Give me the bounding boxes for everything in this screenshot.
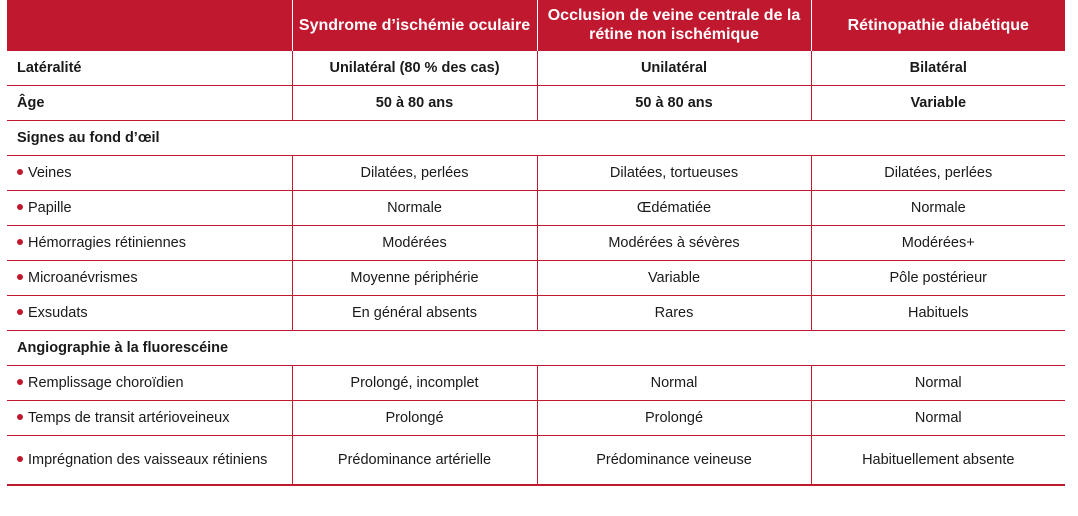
section-row-fluorescein-angiography: [7, 331, 1065, 366]
table-cell: Bilatéral: [811, 51, 1065, 86]
comparison-table: [7, 0, 1065, 486]
table-cell: Habituels: [811, 296, 1065, 331]
row-label-cell: [7, 401, 292, 436]
table-cell: Habituellement absente: [811, 436, 1065, 486]
table-header: [7, 0, 1065, 51]
table-cell: Variable: [537, 261, 811, 296]
bullet-icon: [17, 169, 23, 175]
comparison-table-wrapper: [7, 0, 1065, 486]
row-label: Papille: [28, 200, 72, 216]
header-ocular-ischemic-syndrome: Syndrome d’ischémie oculaire: [292, 0, 537, 51]
section-row-fundus-signs: [7, 121, 1065, 156]
row-label-cell: [7, 366, 292, 401]
table-cell: Normal: [537, 366, 811, 401]
table-cell: Prédominance artérielle: [292, 436, 537, 486]
row-label-cell: [7, 296, 292, 331]
table-cell: 50 à 80 ans: [537, 86, 811, 121]
bulleted-label: [17, 451, 284, 469]
row-label: Exsudats: [28, 305, 88, 321]
table-cell: Modérées: [292, 226, 537, 261]
row-label-cell: [7, 436, 292, 486]
bullet-icon: [17, 456, 23, 462]
bullet-icon: [17, 274, 23, 280]
header-empty-cell: [7, 0, 292, 51]
row-label-cell: [7, 261, 292, 296]
table-cell: Pôle postérieur: [811, 261, 1065, 296]
table-cell: Normale: [811, 191, 1065, 226]
table-cell: Œdématiée: [537, 191, 811, 226]
table-cell: Unilatéral (80 % des cas): [292, 51, 537, 86]
row-label: Microanévrismes: [28, 270, 138, 286]
table-row-age: [7, 86, 1065, 121]
table-row-retinal-vessel-staining: [7, 436, 1065, 486]
row-label: Imprégnation des vaisseaux rétiniens: [28, 452, 268, 468]
table-cell: Normal: [811, 401, 1065, 436]
section-heading: Signes au fond d’œil: [7, 121, 1065, 156]
table-cell: Normale: [292, 191, 537, 226]
row-label: Hémorragies rétiniennes: [28, 235, 186, 251]
table-cell: Normal: [811, 366, 1065, 401]
table-row-choroidal-filling: [7, 366, 1065, 401]
row-label: Âge: [7, 86, 292, 121]
header-diabetic-retinopathy: Rétinopathie diabétique: [811, 0, 1065, 51]
row-label: Latéralité: [7, 51, 292, 86]
table-cell: Prolongé: [292, 401, 537, 436]
table-cell: Unilatéral: [537, 51, 811, 86]
table-row-microaneurysms: [7, 261, 1065, 296]
header-central-retinal-vein-occlusion: Occlusion de veine centrale de la rétine non ischémique: [537, 0, 811, 51]
table-cell: Variable: [811, 86, 1065, 121]
table-row-retinal-hemorrhages: [7, 226, 1065, 261]
table-cell: En général absents: [292, 296, 537, 331]
table-cell: Modérées+: [811, 226, 1065, 261]
table-cell: Dilatées, perlées: [292, 156, 537, 191]
row-label-cell: [7, 156, 292, 191]
table-cell: Prolongé: [537, 401, 811, 436]
table-cell: Dilatées, perlées: [811, 156, 1065, 191]
row-label: Remplissage choroïdien: [28, 375, 184, 391]
row-label: Veines: [28, 165, 72, 181]
table-row-arteriovenous-transit-time: [7, 401, 1065, 436]
table-body: [7, 51, 1065, 486]
table-row-exudates: [7, 296, 1065, 331]
header-row: [7, 0, 1065, 51]
row-label-cell: [7, 191, 292, 226]
table-cell: Moyenne périphérie: [292, 261, 537, 296]
table-cell: Rares: [537, 296, 811, 331]
table-cell: Prolongé, incomplet: [292, 366, 537, 401]
table-cell: Dilatées, tortueuses: [537, 156, 811, 191]
bullet-icon: [17, 204, 23, 210]
table-row-optic-disc: [7, 191, 1065, 226]
bullet-icon: [17, 414, 23, 420]
row-label: Temps de transit artérioveineux: [28, 410, 230, 426]
row-label-cell: [7, 226, 292, 261]
table-row-veins: [7, 156, 1065, 191]
bullet-icon: [17, 239, 23, 245]
table-cell: Prédominance veineuse: [537, 436, 811, 486]
bullet-icon: [17, 309, 23, 315]
table-row-laterality: [7, 51, 1065, 86]
table-cell: Modérées à sévères: [537, 226, 811, 261]
table-cell: 50 à 80 ans: [292, 86, 537, 121]
bullet-icon: [17, 379, 23, 385]
section-heading: Angiographie à la fluorescéine: [7, 331, 1065, 366]
